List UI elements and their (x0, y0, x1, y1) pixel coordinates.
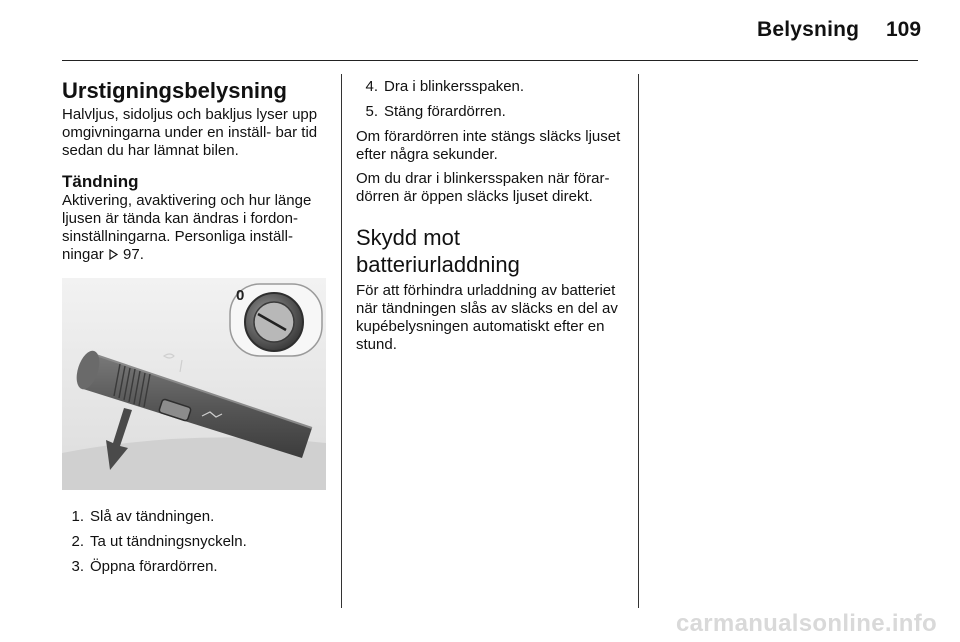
left-column (62, 72, 330, 583)
steps-list-part2 (356, 78, 626, 121)
list-item: 5. Stäng förardörren. (365, 103, 506, 120)
column-divider-1 (341, 74, 342, 608)
list-item: 1. Slå av tändningen. (71, 508, 215, 525)
list-item: 4. Dra i blinkersspaken. (365, 78, 525, 95)
steps-list-part1 (62, 508, 330, 576)
intro-paragraph: Halvljus, sidoljus och bakljus lyser upp omgivningarna under en inställ- bar tid sedan du har lämnat bilen. (62, 106, 318, 159)
list-item: 2. Ta ut tändningsnyckeln. (71, 533, 247, 550)
subsection-title-tandning: Tändning (62, 172, 139, 191)
list-item: 3. Öppna förardörren. (71, 558, 218, 575)
door-paragraph-1: Om förardörren inte stängs släcks ljuset efter några sekunder. (356, 128, 621, 163)
middle-column (356, 78, 626, 360)
subsection-text: Aktivering, avaktivering och hur länge ljusen är tända kan ändras i fordon- sinställningarna. Personliga inställ- ningar (62, 192, 312, 263)
light-switch-stalk-illustration (62, 278, 326, 490)
section-title-skydd-mot-batteriurladdning: Skydd mot batteriurladdning (356, 225, 520, 277)
battery-paragraph: För att förhindra urladdning av batteriet när tändningen slås av släcks en del av kupébelysningen automatiskt efter en stund. (356, 282, 618, 353)
page-header-title: Belysning (757, 18, 860, 41)
xref-page-link[interactable]: 97. (123, 246, 144, 263)
header-divider (62, 60, 918, 61)
door-paragraph-2: Om du drar i blinkersspaken när förar- dörren är öppen släcks ljuset direkt. (356, 170, 610, 205)
ignition-position-label: 0 (236, 287, 245, 304)
subsection-paragraph (62, 192, 330, 264)
arrow-right-outline-icon (108, 249, 119, 260)
page-number: 109 (886, 18, 922, 41)
watermark: carmanualsonline.info (676, 610, 938, 637)
section-title-urstigningsbelysning: Urstigningsbelysning (62, 78, 287, 103)
column-divider-2 (638, 74, 639, 608)
